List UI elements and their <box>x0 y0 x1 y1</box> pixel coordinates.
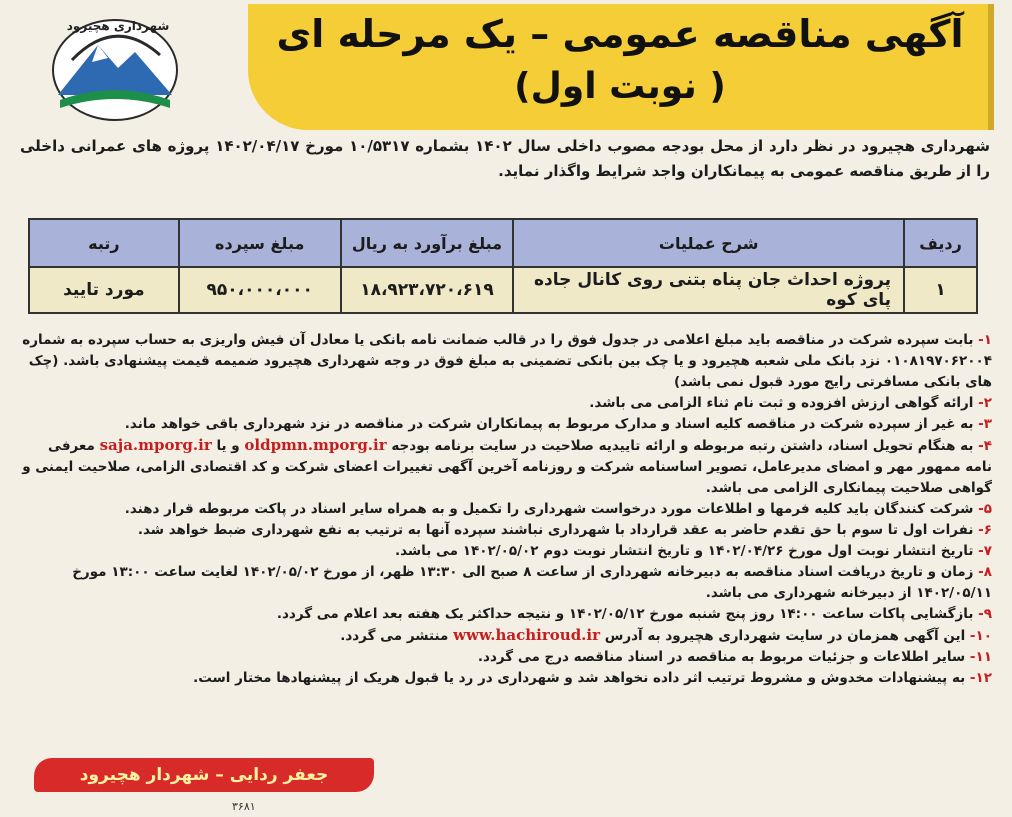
mayor-signature-banner: جعفر ردایی – شهردار هچیرود <box>34 758 374 792</box>
list-item: ۱۱- سایر اطلاعات و جزئیات مربوط به مناقصه در اسناد مناقصه درج می گردد. <box>477 649 992 665</box>
col-estimate: مبلغ برآورد به ریال <box>341 219 514 267</box>
list-item: ۱۲- به پیشنهادات مخدوش و مشروط ترتیب اثر داده نخواهد شد و شهرداری در رد یا قبول هریک از پیشنهادها مختار است. <box>193 670 992 686</box>
saja-site-link[interactable]: saja.mporg.ir <box>99 436 212 454</box>
list-item: ۱- بابت سپرده شرکت در مناقصه باید مبلغ اعلامی در جدول فوق را در قالب ضمانت نامه بانکی یا معادل آن فیش واریزی به حساب سپرده به شماره ۰۱۰۸۱۹۷۰۶۲۰۰۴ نزد بانک ملی شعبه هچیرود و یا چک بین بانکی تضمینی به مبلغ فوق در وجه شهرداری هچیرود ضمیمه قیمت پیشنهادی باشد. (چک های بانکی مسافرتی رایج مورد قبول نمی باشد) <box>22 332 992 390</box>
cell-estimate: ۱۸،۹۲۳،۷۲۰،۶۱۹ <box>341 267 514 313</box>
cell-rank: مورد تایید <box>29 267 179 313</box>
municipality-logo-icon <box>40 10 190 125</box>
list-item: ۵- شرکت کنندگان باید کلیه فرمها و اطلاعات مورد درخواست شهرداری را تکمیل و به همراه سایر اسناد در پاکت مربوطه قرار دهند. <box>124 501 992 517</box>
list-item: ۳- به غیر از سپرده شرکت در مناقصه کلیه اسناد و مدارک مربوط به پیمانکاران شرکت در مناقصه در نزد شهرداری باقی خواهد ماند. <box>124 416 992 432</box>
conditions-list <box>18 330 992 689</box>
list-item: ۸- زمان و تاریخ دریافت اسناد مناقصه به دبیرخانه شهرداری از ساعت ۸ صبح الی ۱۳:۳۰ ظهر، از مورخ ۱۴۰۲/۰۵/۰۲ لغایت ساعت ۱۳:۰۰ مورخ ۱۴۰۲/۰۵/۱۱ از دبیرخانه شهرداری می باشد. <box>72 564 992 601</box>
col-rank: رتبه <box>29 219 179 267</box>
notice-title: آگهی مناقصه عمومی – یک مرحله ای <box>276 12 964 56</box>
col-row-number: ردیف <box>904 219 977 267</box>
cell-row-number: ۱ <box>904 267 977 313</box>
table-header-row <box>29 219 977 267</box>
list-item: ۷- تاریخ انتشار نوبت اول مورخ ۱۴۰۲/۰۴/۲۶ و تاریخ انتشار نوبت دوم ۱۴۰۲/۰۵/۰۲ می باشد. <box>394 543 992 559</box>
logo-text: شهرداری هچیرود <box>66 19 170 33</box>
list-item: ۲- ارائه گواهی ارزش افزوده و ثبت نام ثناء الزامی می باشد. <box>589 395 992 411</box>
intro-paragraph: شهرداری هچیرود در نظر دارد از محل بودجه مصوب داخلی سال ۱۴۰۲ بشماره ۱۰/۵۳۱۷ مورخ ۱۴۰۲/۰۴/۱۷ پروژه های عمرانی داخلی را از طریق مناقصه عمومی به پیمانکاران واجد شرایط واگذار نماید. <box>20 137 990 180</box>
list-item: ۴- به هنگام تحویل اسناد، داشتن رتبه مربوطه و ارائه تاییدیه صلاحیت در سایت برنامه بودجه oldpmn.mporg.ir و یا saja.mporg.ir معرفی نامه ممهور مهر و امضای مدیرعامل، تصویر اساسنامه شرکت و روزنامه آخرین آگهی تغییرات اعضای شرکت و کد اقتصادی الزامی، صلاحیت ایمنی و گواهی صلاحیت پیمانکاری الزامی می باشد. <box>22 436 992 496</box>
list-item: ۹- بازگشایی پاکات ساعت ۱۴:۰۰ روز پنج شنبه مورخ ۱۴۰۲/۰۵/۱۲ و نتیجه حداکثر یک هفته بعد اعلام می گردد. <box>276 606 992 622</box>
col-description: شرح عملیات <box>513 219 904 267</box>
budget-site-link[interactable]: oldpmn.mporg.ir <box>244 436 387 454</box>
municipality-site-link[interactable]: www.hachiroud.ir <box>453 626 601 644</box>
cell-deposit: ۹۵۰،۰۰۰،۰۰۰ <box>179 267 341 313</box>
list-item: ۶- نفرات اول تا سوم با حق تقدم حاضر به عقد قرارداد با شهرداری نباشند سپرده آنها به ترتیب به نفع شهرداری ضبط خواهد شد. <box>137 522 992 538</box>
notice-subtitle: ( نوبت اول) <box>514 66 726 107</box>
cell-description: پروژه احداث جان پناه بتنی روی کانال جاده پای کوه <box>513 267 904 313</box>
tender-table <box>28 218 978 314</box>
table-row <box>29 267 977 313</box>
col-deposit: مبلغ سپرده <box>179 219 341 267</box>
ad-code: ۳۶۸۱ <box>232 800 256 813</box>
list-item: ۱۰- این آگهی همزمان در سایت شهرداری هچیرود به آدرس www.hachiroud.ir منتشر می گردد. <box>340 626 992 644</box>
